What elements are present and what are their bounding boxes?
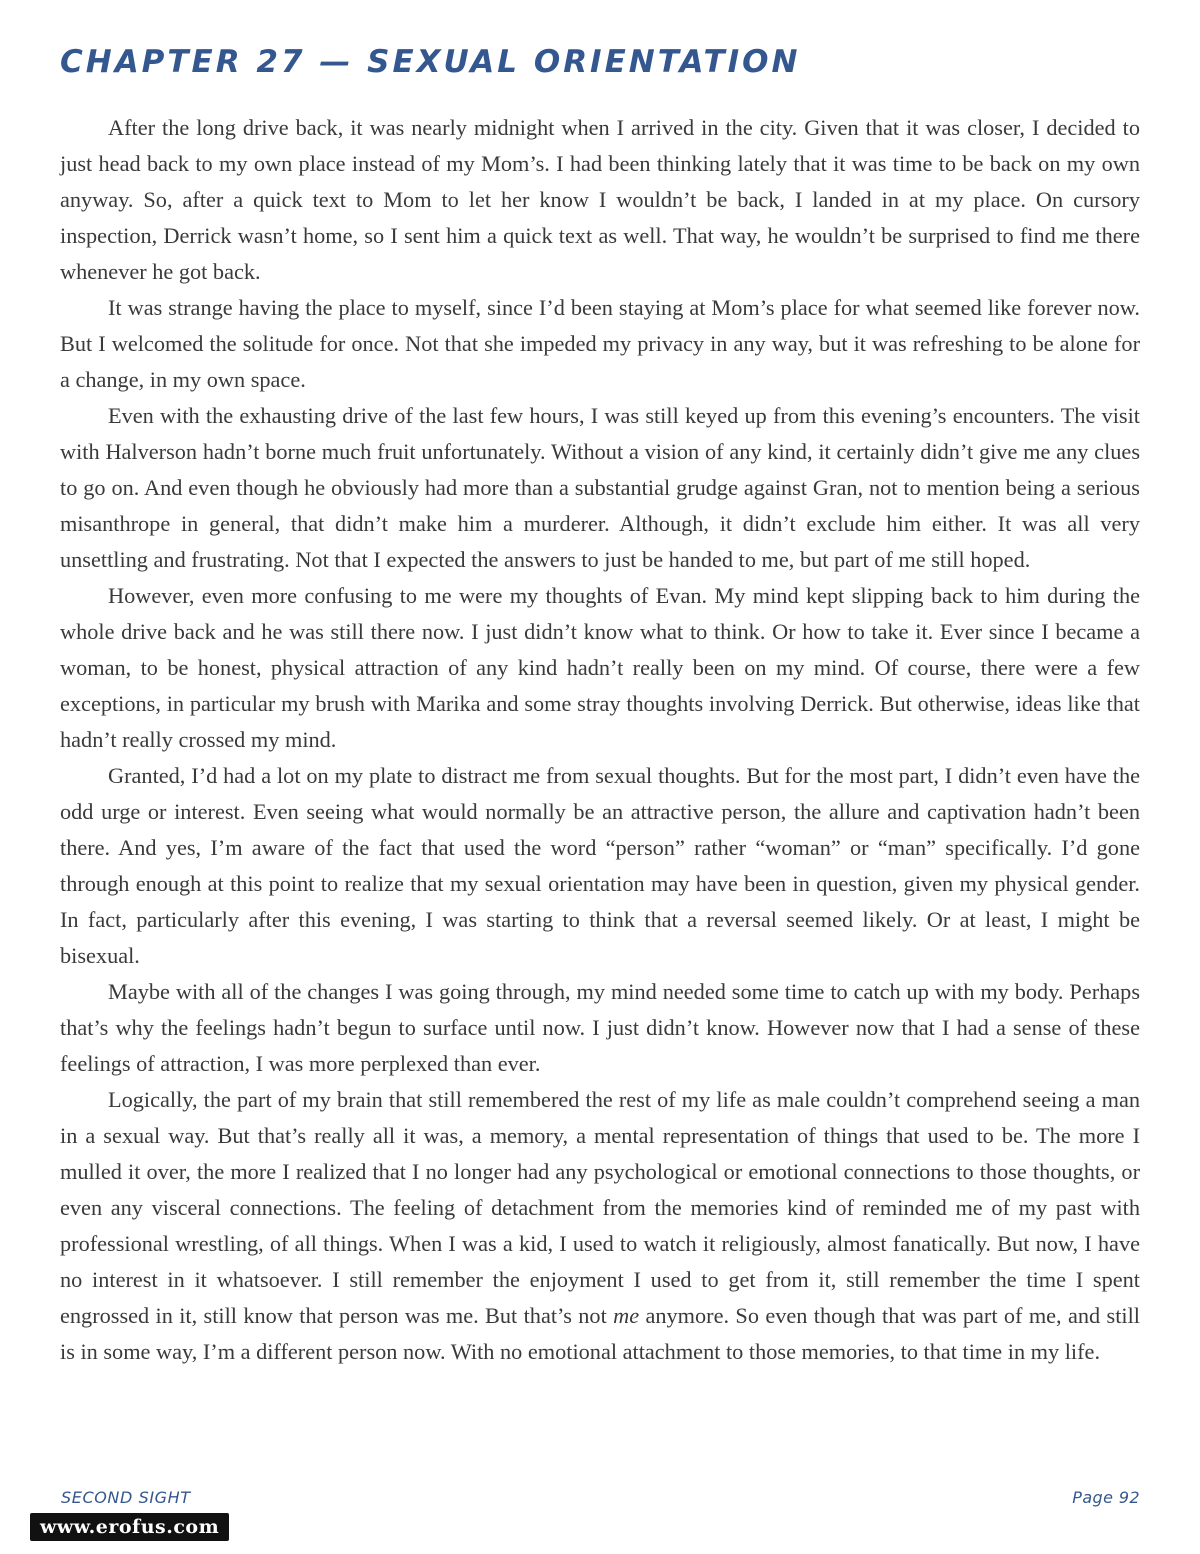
- paragraph-text: Logically, the part of my brain that still remembered the rest of my life as male couldn’t comprehend seeing a man in a sexual way. But that’s really all it was, a memory, a mental representation of things that used to be. The more I mulled it over, the more I realized that I no longer had any psychological or emotional connections to those thoughts, or even any visceral connections. The feeling of detachment from the memories kind of reminded me of my past with professional wrestling, of all things. When I was a kid, I used to watch it religiously, almost fanatically. But now, I have no interest in it whatsoever. I still remember the enjoyment I used to get from it, still remember the time I spent engrossed in it, still know that person was me. But that’s not: [60, 1087, 1140, 1328]
- paragraph: Even with the exhausting drive of the last few hours, I was still keyed up from this evening’s encounters. The visit with Halverson hadn’t borne much fruit unfortunately. Without a vision of any kind, it certainly didn’t give me any clues to go on. And even though he obviously had more than a substantial grudge against Gran, not to mention being a serious misanthrope in general, that didn’t make him a murderer. Although, it didn’t exclude him either. It was all very unsettling and frustrating. Not that I expected the answers to just be handed to me, but part of me still hoped.: [60, 403, 1140, 572]
- paragraph: After the long drive back, it was nearly midnight when I arrived in the city. Given that it was closer, I decided to just head back to my own place instead of my Mom’s. I had been thinking lately that it was time to be back on my own anyway. So, after a quick text to Mom to let her know I wouldn’t be back, I landed in at my place. On cursory inspection, Derrick wasn’t home, so I sent him a quick text as well. That way, he wouldn’t be surprised to find me there whenever he got back.: [60, 115, 1140, 284]
- paragraph: However, even more confusing to me were my thoughts of Evan. My mind kept slipping back to him during the whole drive back and he was still there now. I just didn’t know what to think. Or how to take it. Ever since I became a woman, to be honest, physical attraction of any kind hadn’t really been on my mind. Of course, there were a few exceptions, in particular my brush with Marika and some stray thoughts involving Derrick. But otherwise, ideas like that hadn’t really crossed my mind.: [60, 583, 1140, 752]
- paragraph: Granted, I’d had a lot on my plate to distract me from sexual thoughts. But for the most part, I didn’t even have the odd urge or interest. Even seeing what would normally be an attractive person, the allure and captivation hadn’t been there. And yes, I’m aware of the fact that used the word “person” rather “woman” or “man” specifically. I’d gone through enough at this point to realize that my sexual orientation may have been in question, given my physical gender. In fact, particularly after this evening, I was starting to think that a reversal seemed likely. Or at least, I might be bisexual.: [60, 763, 1140, 968]
- footer-page-number: Page 92: [1072, 1488, 1140, 1507]
- paragraph: It was strange having the place to myself, since I’d been staying at Mom’s place for what seemed like forever now. But I welcomed the solitude for once. Not that she impeded my privacy in any way, but it was refreshing to be alone for a change, in my own space.: [60, 295, 1140, 392]
- paragraph-last: [60, 1082, 1140, 1370]
- watermark-url[interactable]: www.erofus.com: [30, 1513, 229, 1541]
- paragraph-text: anymore. So even though that was part of me, and still is in some way, I’m a different person now. With no emotional attachment to those memories, to that time in my life.: [60, 1303, 1140, 1364]
- paragraph: Maybe with all of the changes I was going through, my mind needed some time to catch up with my body. Perhaps that’s why the feelings hadn’t begun to surface until now. I just didn’t know. However now that I had a sense of these feelings of attraction, I was more perplexed than ever.: [60, 979, 1140, 1076]
- footer-book-title: SECOND SIGHT: [61, 1488, 191, 1507]
- emphasis-text: me: [613, 1303, 640, 1328]
- body-text: [60, 110, 1140, 1370]
- chapter-title: CHAPTER 27 — SEXUAL ORIENTATION: [60, 44, 801, 80]
